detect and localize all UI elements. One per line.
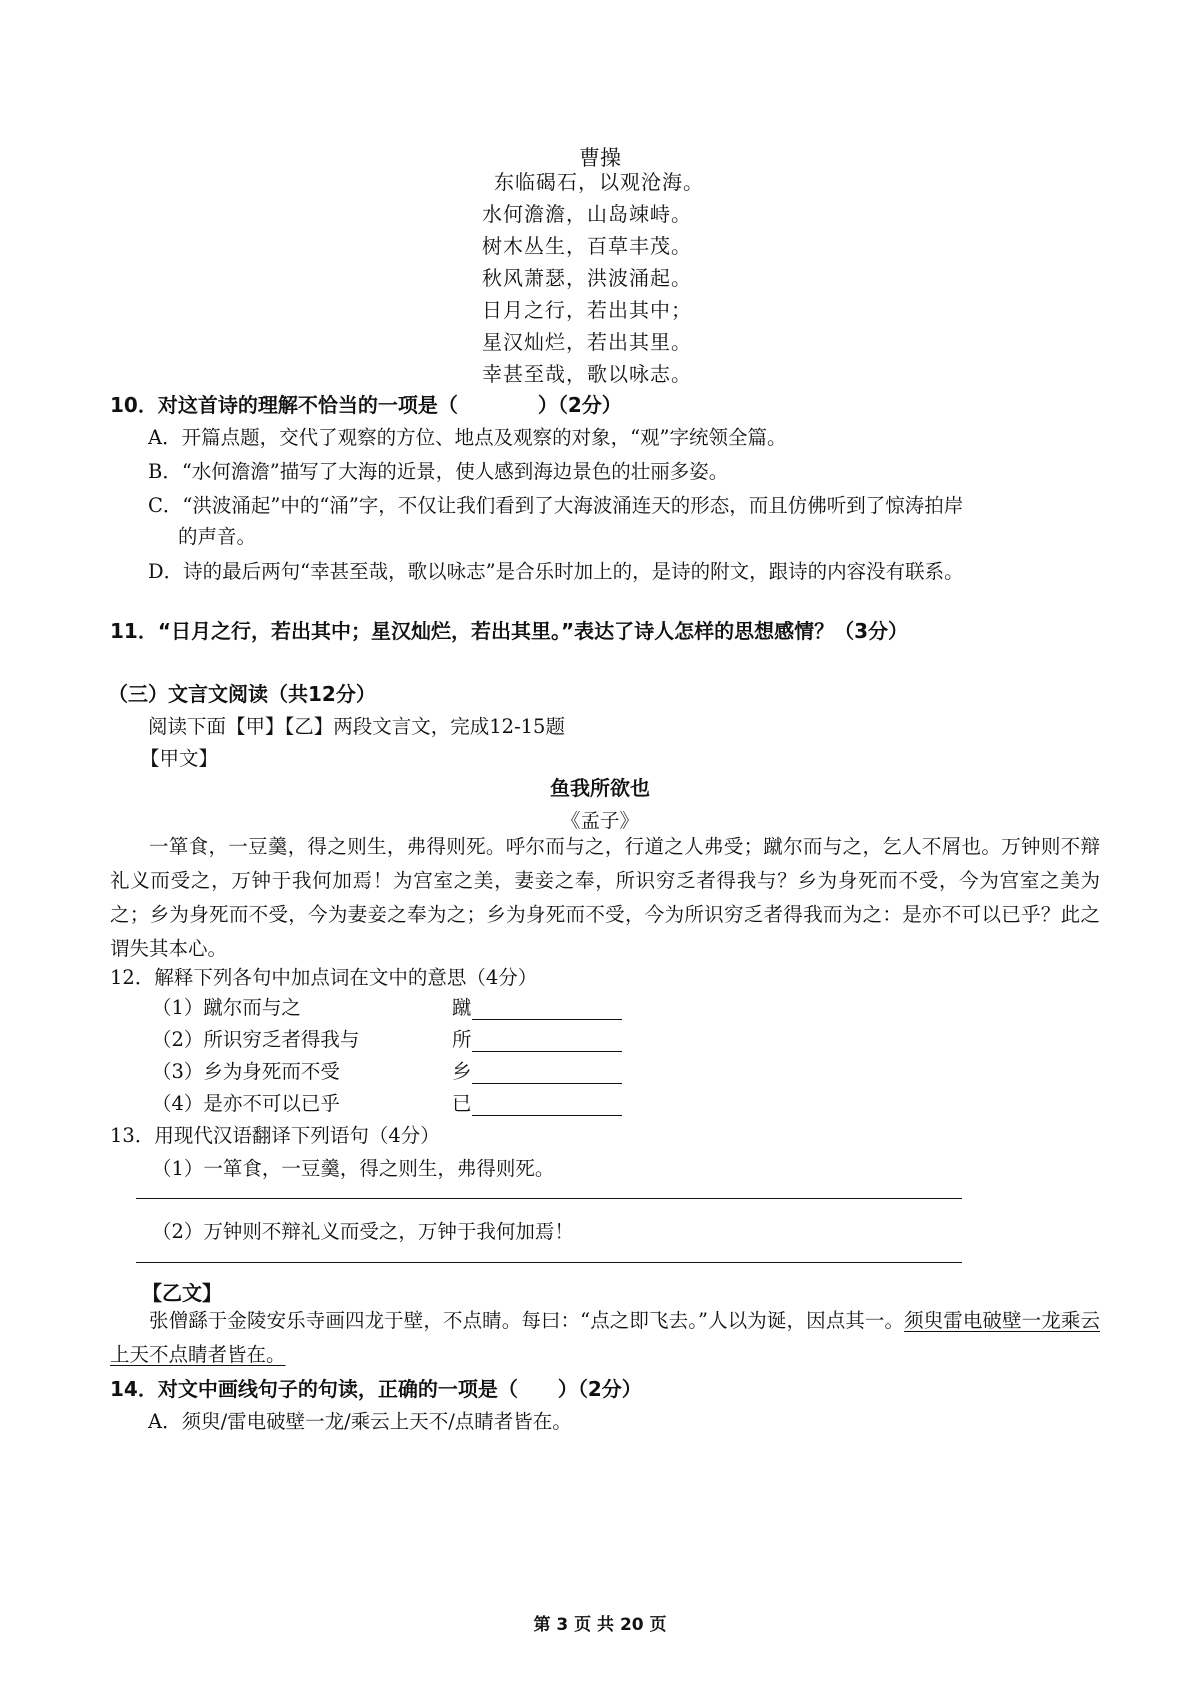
- q12-item-word: 乡: [452, 1060, 472, 1083]
- yi-label: 【乙文】: [142, 1281, 222, 1305]
- question-10-option-a: A．开篇点题，交代了观察的方位、地点及观察的对象，“观”字统领全篇。: [148, 426, 787, 449]
- q12-item-answer: [452, 992, 622, 1020]
- answer-blank[interactable]: [472, 997, 622, 1020]
- question-11-stem: 11．“日月之行，若出其中；星汉灿烂，若出其里。”表达了诗人怎样的思想感情？（3分）: [110, 619, 909, 643]
- answer-line[interactable]: [136, 1262, 962, 1263]
- answer-blank[interactable]: [472, 1093, 622, 1116]
- section-heading: （三）文言文阅读（共12分）: [108, 682, 376, 706]
- passage-title: 鱼我所欲也: [550, 776, 650, 800]
- poem-line: 树木丛生，百草丰茂。: [482, 234, 692, 258]
- q12-item-answer: [452, 1088, 622, 1116]
- section-intro: 阅读下面【甲】【乙】两段文言文，完成12-15题: [148, 715, 565, 738]
- q12-item-word: 所: [452, 1028, 472, 1051]
- yi-text-underlined: 破壁一龙乘云上天不点睛者皆在。: [110, 1309, 1100, 1366]
- question-12-stem: 12．解释下列各句中加点词在文中的意思（4分）: [110, 966, 538, 989]
- poem-author: 曹操: [579, 146, 621, 170]
- question-10-option-d: D．诗的最后两句“幸甚至哉，歌以咏志”是合乐时加上的，是诗的附文，跟诗的内容没有联系。: [148, 560, 964, 583]
- poem-line: 星汉灿烂，若出其里。: [482, 330, 692, 354]
- yi-text-plain: 张僧繇于金陵安乐寺画四龙于壁，不点睛。每曰：“点之即飞去。”人以为诞，因点其一。: [149, 1309, 905, 1332]
- q12-item-sentence: （3）乡为身死而不受: [152, 1060, 340, 1083]
- question-10-option-b: B．“水何澹澹”描写了大海的近景，使人感到海边景色的壮丽多姿。: [148, 460, 729, 483]
- passage-jia-text: 一箪食，一豆羹，得之则生，弗得则死。呼尔而与之，行道之人弗受；蹴尔而与之，乞人不屑也。万钟则不辩礼义而受之，万钟于我何加焉！为宫室之美，妻妾之奉，所识穷乏者得我与？乡为身死而不受，今为宫室之美为之；乡为身死而不受，今为妻妾之奉为之；乡为身死而不受，今为所识穷乏者得我而为之：是亦不可以已乎？此之谓失其本心。: [110, 835, 1100, 960]
- passage-yi-text: [110, 1304, 1100, 1372]
- question-14-option-a: A．须臾/雷电破壁一龙/乘云上天不/点睛者皆在。: [148, 1410, 572, 1433]
- poem-line: 幸甚至哉，歌以咏志。: [482, 362, 692, 386]
- q12-item-answer: [452, 1056, 622, 1084]
- question-10-option-c-cont: 的声音。: [178, 525, 257, 548]
- question-10-stem: 10．对这首诗的理解不恰当的一项是（ ）（2分）: [110, 393, 622, 417]
- yi-text-underlined: 须臾雷电: [904, 1309, 983, 1332]
- q13-item: （1）一箪食，一豆羹，得之则生，弗得则死。: [152, 1157, 555, 1180]
- poem-line: 水何澹澹，山岛竦峙。: [482, 202, 692, 226]
- poem-line: 日月之行，若出其中；: [482, 298, 692, 322]
- question-14-stem: 14．对文中画线句子的句读，正确的一项是（ ）（2分）: [110, 1377, 642, 1401]
- q12-item-sentence: （1）蹴尔而与之: [152, 996, 301, 1019]
- q12-item-sentence: （4）是亦不可以已乎: [152, 1092, 340, 1115]
- question-13-stem: 13．用现代汉语翻译下列语句（4分）: [110, 1124, 440, 1147]
- q12-item-word: 已: [452, 1092, 472, 1115]
- q12-item-answer: [452, 1024, 622, 1052]
- answer-line[interactable]: [136, 1198, 962, 1199]
- passage-source: 《孟子》: [560, 809, 639, 832]
- jia-label: 【甲文】: [140, 747, 219, 770]
- question-10-option-c: C．“洪波涌起”中的“涌”字，不仅让我们看到了大海波涌连天的形态，而且仿佛听到了惊涛拍岸: [148, 494, 964, 517]
- answer-blank[interactable]: [472, 1029, 622, 1052]
- q12-item-sentence: （2）所识穷乏者得我与: [152, 1028, 360, 1051]
- q13-item: （2）万钟则不辩礼义而受之，万钟于我何加焉！: [152, 1220, 574, 1243]
- q12-item-word: 蹴: [452, 996, 472, 1019]
- poem-line: 秋风萧瑟，洪波涌起。: [482, 266, 692, 290]
- poem-line: 东临碣石，以观沧海。: [494, 170, 704, 194]
- page-footer: 第 3 页 共 20 页: [533, 1615, 667, 1635]
- answer-blank[interactable]: [472, 1061, 622, 1084]
